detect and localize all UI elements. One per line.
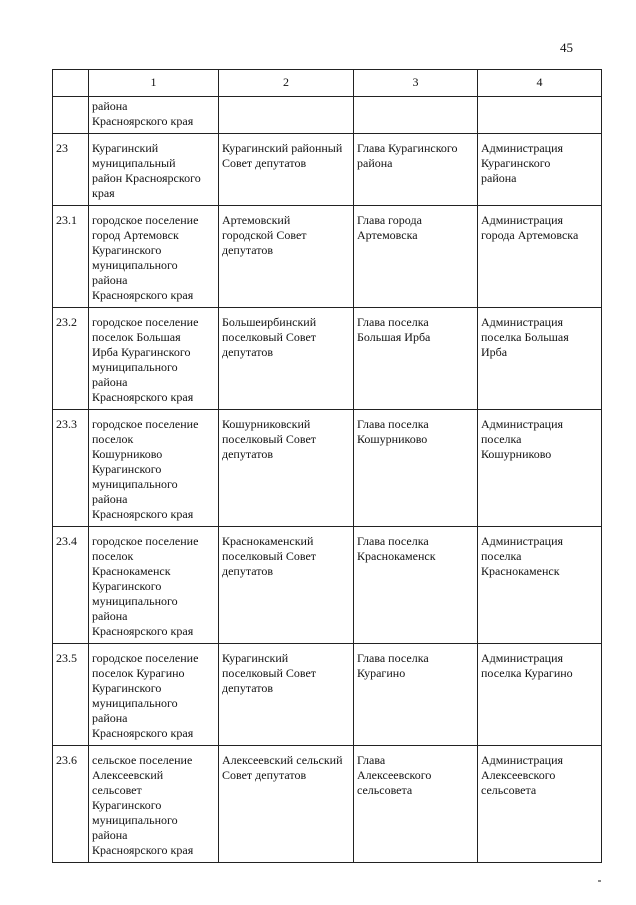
cell-council: Курагинский поселковый Совет депутатов — [219, 644, 354, 746]
header-cell-number — [53, 70, 89, 97]
cell-municipality: городское поселение поселок Краснокаменск Курагинского муниципального района Красноярского края — [89, 527, 219, 644]
header-cell-2: 2 — [219, 70, 354, 97]
registry-table — [52, 69, 602, 863]
table-row-continuation — [53, 97, 602, 134]
cell-administration: Администрация поселка Краснокаменск — [478, 527, 602, 644]
cell-head: Глава поселка Большая Ирба — [354, 308, 478, 410]
cell-head: Глава города Артемовска — [354, 206, 478, 308]
cell-number: 23.1 — [53, 206, 89, 308]
cell-head: Глава Курагинского района — [354, 134, 478, 206]
table-row — [53, 746, 602, 863]
cell-head: Глава поселка Курагино — [354, 644, 478, 746]
cell-municipality: городское поселение поселок Большая Ирба Курагинского муниципального района Красноярского края — [89, 308, 219, 410]
table-row — [53, 134, 602, 206]
header-cell-3: 3 — [354, 70, 478, 97]
cell-administration: Администрация города Артемовска — [478, 206, 602, 308]
table-row — [53, 527, 602, 644]
cell-administration — [478, 97, 602, 134]
table-row — [53, 644, 602, 746]
cell-council — [219, 97, 354, 134]
cell-administration: Администрация поселка Кошурниково — [478, 410, 602, 527]
page-number: 45 — [560, 40, 573, 55]
cell-number: 23.3 — [53, 410, 89, 527]
cell-administration: Администрация поселка Большая Ирба — [478, 308, 602, 410]
cell-head — [354, 97, 478, 134]
cell-council: Артемовский городской Совет депутатов — [219, 206, 354, 308]
cell-administration: Администрация Алексеевского сельсовета — [478, 746, 602, 863]
cell-number: 23.4 — [53, 527, 89, 644]
cell-number: 23.2 — [53, 308, 89, 410]
cell-municipality: сельское поселение Алексеевский сельсовет Курагинского муниципального района Красноярского края — [89, 746, 219, 863]
cell-number: 23.6 — [53, 746, 89, 863]
cell-municipality: городское поселение поселок Кошурниково Курагинского муниципального района Красноярского края — [89, 410, 219, 527]
cell-municipality: городское поселение поселок Курагино Курагинского муниципального района Красноярского края — [89, 644, 219, 746]
cell-head: Глава поселка Краснокаменск — [354, 527, 478, 644]
cell-number: 23 — [53, 134, 89, 206]
cell-council: Краснокаменский поселковый Совет депутатов — [219, 527, 354, 644]
scan-speck — [598, 880, 601, 882]
cell-council: Алексеевский сельский Совет депутатов — [219, 746, 354, 863]
cell-number: 23.5 — [53, 644, 89, 746]
cell-head: Глава Алексеевского сельсовета — [354, 746, 478, 863]
cell-administration: Администрация Курагинского района — [478, 134, 602, 206]
header-cell-4: 4 — [478, 70, 602, 97]
cell-council: Курагинский районный Совет депутатов — [219, 134, 354, 206]
cell-municipality: Курагинский муниципальный район Красноярского края — [89, 134, 219, 206]
cell-head: Глава поселка Кошурниково — [354, 410, 478, 527]
table-row — [53, 410, 602, 527]
cell-council: Кошурниковский поселковый Совет депутатов — [219, 410, 354, 527]
header-cell-1: 1 — [89, 70, 219, 97]
cell-municipality: городское поселение город Артемовск Курагинского муниципального района Красноярского края — [89, 206, 219, 308]
table-row — [53, 206, 602, 308]
table-row — [53, 308, 602, 410]
cell-number — [53, 97, 89, 134]
cell-municipality: района Красноярского края — [89, 97, 219, 134]
cell-council: Большеирбинский поселковый Совет депутатов — [219, 308, 354, 410]
table-header-row — [53, 70, 602, 97]
cell-administration: Администрация поселка Курагино — [478, 644, 602, 746]
